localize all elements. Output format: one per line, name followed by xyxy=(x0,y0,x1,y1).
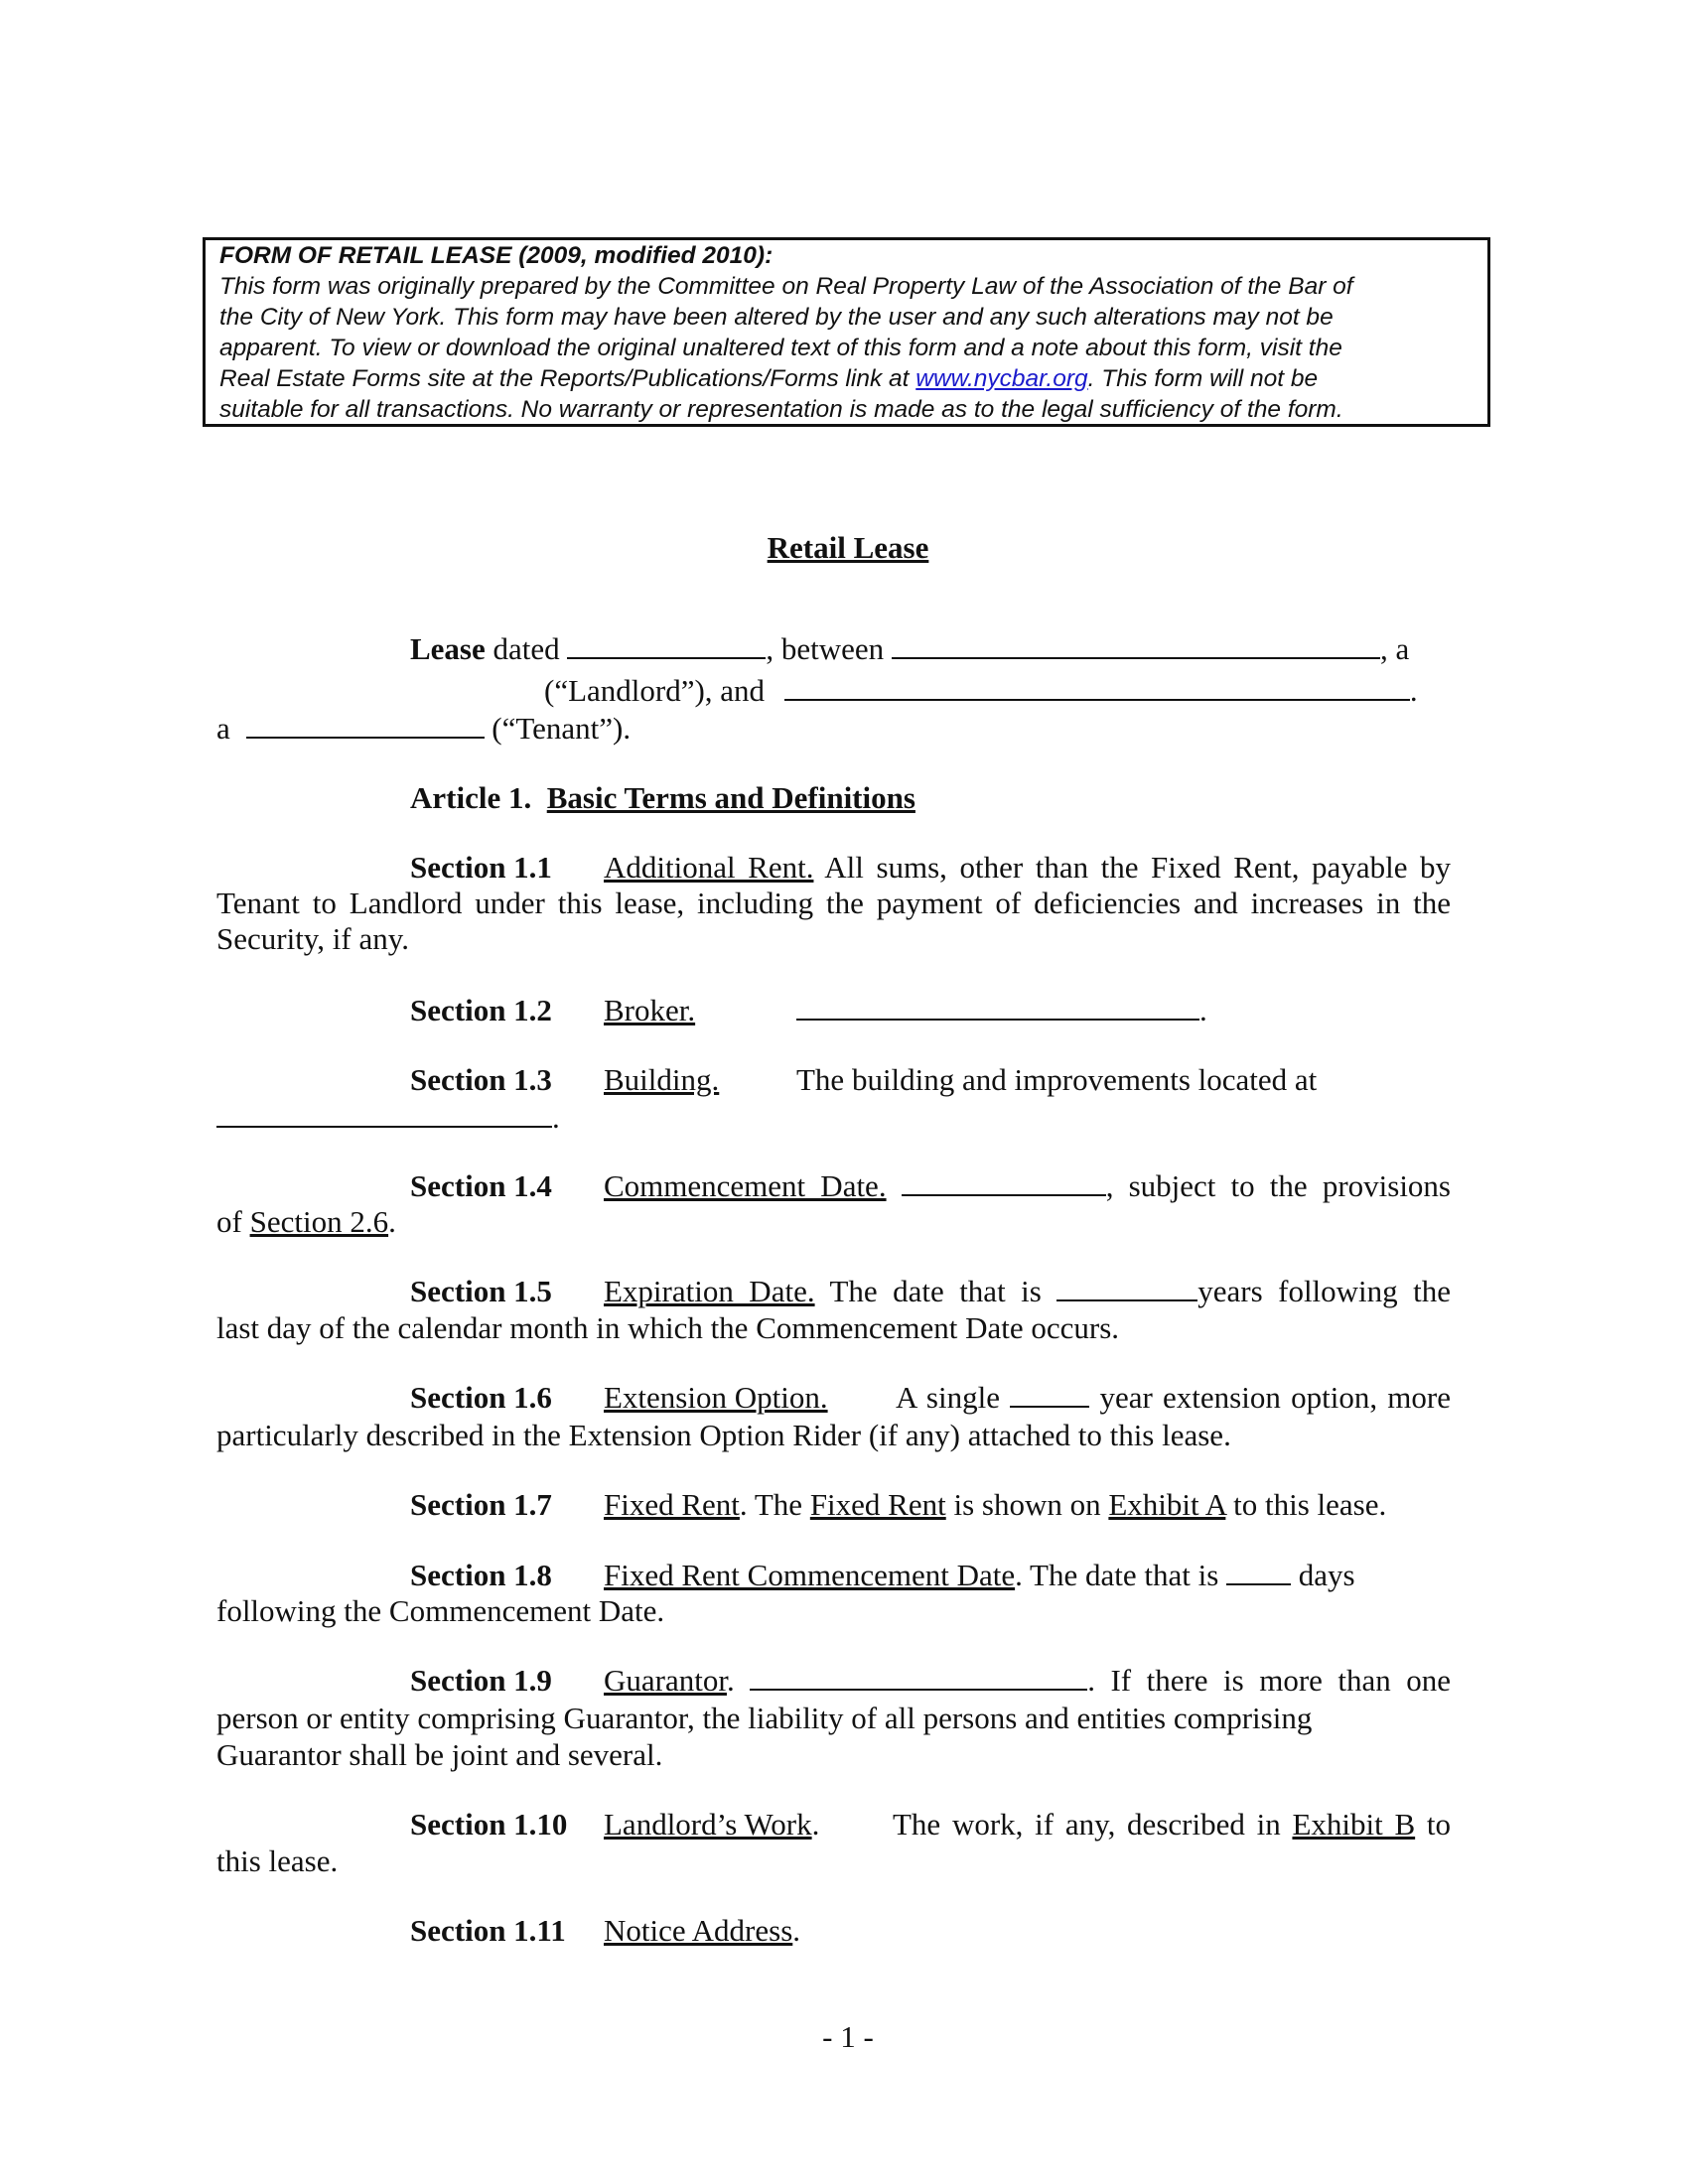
exhibit-reference: Exhibit A xyxy=(1108,1487,1226,1522)
text: . If there is more than one xyxy=(1087,1663,1452,1698)
title-text: Notice Address xyxy=(604,1913,793,1948)
section-text: particularly described in the Extension Option Rider (if any) attached to this lease. xyxy=(216,1418,1231,1452)
section-label: Section 1.10 xyxy=(410,1807,568,1842)
form-notice-box xyxy=(203,237,1490,427)
section-label: Section 1.2 xyxy=(410,993,552,1027)
building-line xyxy=(216,1100,560,1136)
preamble-line-3 xyxy=(216,711,631,747)
section-title xyxy=(604,1913,800,1949)
building-address-blank[interactable] xyxy=(216,1102,552,1128)
section-label: Section 1.3 xyxy=(410,1062,552,1097)
text: . The date that is xyxy=(1015,1558,1227,1592)
section-label: Section 1.4 xyxy=(410,1168,552,1203)
section-label: Section 1.5 xyxy=(410,1274,552,1308)
text: . The xyxy=(739,1487,810,1522)
section-text: following the Commencement Date. xyxy=(216,1593,665,1628)
section-title: Fixed Rent xyxy=(604,1487,740,1522)
notice-text: . This form will not be xyxy=(1087,365,1319,392)
broker-line xyxy=(796,993,1207,1028)
text: . xyxy=(726,1663,751,1698)
notice-text: Real Estate Forms site at the Reports/Publications/Forms link at xyxy=(219,365,916,392)
text: , subject to the provisions xyxy=(1105,1168,1451,1203)
title-text: Extension Option. xyxy=(604,1380,828,1415)
tenant-blank[interactable] xyxy=(784,675,1410,701)
exhibit-reference: Exhibit B xyxy=(1292,1807,1416,1842)
text: . xyxy=(811,1807,820,1842)
section-label: Section 1.11 xyxy=(410,1913,566,1948)
section-text xyxy=(893,1807,1451,1843)
text: . xyxy=(792,1913,801,1948)
section-title xyxy=(604,993,695,1028)
notice-line: apparent. To view or download the original unaltered text of this form and a note about this form, visit the xyxy=(219,335,1342,361)
text: days xyxy=(1291,1558,1355,1592)
section-text: Tenant to Landlord under this lease, including the payment of deficiencies and increases in the xyxy=(216,886,1451,920)
years-blank[interactable] xyxy=(1056,1276,1197,1301)
text: years following the xyxy=(1197,1274,1451,1308)
title-text: Broker. xyxy=(604,993,696,1027)
text: A single xyxy=(896,1380,1011,1415)
text: is shown on xyxy=(945,1487,1109,1522)
date-blank[interactable] xyxy=(567,633,766,659)
broker-blank[interactable] xyxy=(796,995,1199,1021)
lease-word: Lease xyxy=(410,631,486,666)
section-label: Section 1.7 xyxy=(410,1487,552,1522)
section-text: this lease. xyxy=(216,1843,339,1878)
text: The work, if any, described in xyxy=(893,1807,1293,1842)
preamble-line-2 xyxy=(544,673,1418,709)
extension-years-blank[interactable] xyxy=(1010,1382,1089,1408)
section-title xyxy=(604,1380,828,1416)
text: All sums, other than the Fixed Rent, payable by xyxy=(813,850,1451,885)
text: . xyxy=(552,1100,560,1135)
article-title: Basic Terms and Definitions xyxy=(546,780,915,815)
title-text: Building. xyxy=(604,1062,720,1097)
section-text: Guarantor shall be joint and several. xyxy=(216,1737,663,1772)
section-title: Additional Rent. xyxy=(604,850,814,885)
text: , between xyxy=(766,631,892,666)
section-label: Section 1.6 xyxy=(410,1380,552,1415)
section-1-8-line xyxy=(604,1558,1355,1593)
section-label: Section 1.8 xyxy=(410,1558,552,1592)
section-title: Expiration Date. xyxy=(604,1274,815,1308)
section-title xyxy=(604,1062,719,1098)
document-title: Retail Lease xyxy=(767,530,929,565)
section-text xyxy=(216,1204,396,1240)
section-reference: Section 2.6 xyxy=(249,1204,389,1239)
section-label: Section 1.9 xyxy=(410,1663,552,1698)
section-text: last day of the calendar month in which the Commencement Date occurs. xyxy=(216,1310,1120,1345)
nycbar-link[interactable]: www.nycbar.org xyxy=(915,365,1088,392)
section-text xyxy=(896,1380,1451,1416)
commencement-date-blank[interactable] xyxy=(902,1170,1106,1196)
text: , a xyxy=(1379,631,1410,666)
text: a xyxy=(216,711,238,746)
text: (“Tenant”). xyxy=(484,711,632,746)
text: (“Landlord”), and xyxy=(544,673,773,708)
section-1-4-line xyxy=(604,1168,1451,1204)
section-text: person or entity comprising Guarantor, the liability of all persons and entities comprising xyxy=(216,1701,1313,1735)
notice-line: the City of New York. This form may have been altered by the user and any such alterations may not be xyxy=(219,304,1334,331)
text: of xyxy=(216,1204,250,1239)
notice-heading: FORM OF RETAIL LEASE (2009, modified 2010): xyxy=(219,242,774,269)
text: to this lease. xyxy=(1225,1487,1387,1522)
notice-line: suitable for all transactions. No warranty or representation is made as to the legal sufficiency of the form. xyxy=(219,396,1343,423)
text: . xyxy=(388,1204,396,1239)
section-text: Security, if any. xyxy=(216,921,409,956)
text: dated xyxy=(485,631,568,666)
section-title: Commencement Date. xyxy=(604,1168,887,1203)
text: . xyxy=(1409,673,1418,708)
section-title: Guarantor xyxy=(604,1663,727,1698)
preamble-line-1 xyxy=(410,631,1409,667)
page-number: - 1 - xyxy=(822,2019,874,2054)
title-text: Landlord’s Work xyxy=(604,1807,812,1842)
section-title xyxy=(604,1807,819,1843)
text: The date that is xyxy=(814,1274,1057,1308)
article-heading xyxy=(410,780,915,816)
text: year extension option, more xyxy=(1089,1380,1451,1415)
text: . xyxy=(1199,993,1207,1027)
section-1-7-line xyxy=(604,1487,1386,1523)
days-blank[interactable] xyxy=(1226,1560,1291,1585)
text: to xyxy=(1415,1807,1451,1842)
notice-line xyxy=(219,365,1318,393)
section-1-1-line xyxy=(604,850,1451,886)
section-title: Fixed Rent Commencement Date xyxy=(604,1558,1016,1592)
landlord-blank[interactable] xyxy=(892,633,1380,659)
section-label: Section 1.1 xyxy=(410,850,552,885)
section-text: The building and improvements located at xyxy=(796,1062,1318,1097)
section-1-5-line xyxy=(604,1274,1451,1309)
defined-term: Fixed Rent xyxy=(809,1487,946,1522)
guarantor-blank[interactable] xyxy=(750,1665,1087,1691)
tenant-type-blank[interactable] xyxy=(246,713,485,739)
article-number: Article 1. xyxy=(410,780,532,815)
notice-line: This form was originally prepared by the Committee on Real Property Law of the Association of the Bar of xyxy=(219,273,1353,300)
section-1-9-line xyxy=(604,1663,1451,1699)
